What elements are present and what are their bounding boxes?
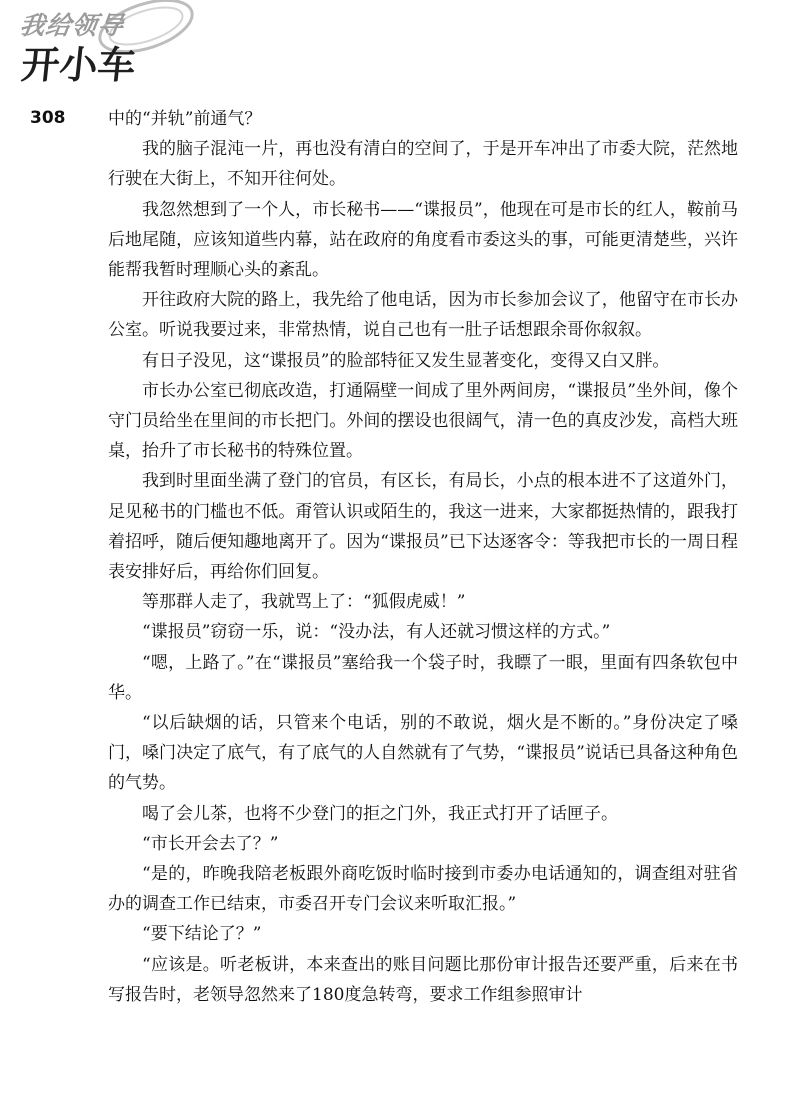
- paragraph: “是的，昨晚我陪老板跟外商吃饭时临时接到市委办电话通知的，调查组对驻省办的调查工作已结束，市委召开专门会议来听取汇报。”: [108, 864, 738, 915]
- book-title-logo: [16, 4, 216, 87]
- paragraph: 开往政府大院的路上，我先给了他电话，因为市长参加会议了，他留守在市长办公室。听说我要过来，非常热情，说自己也有一肚子话想跟余哥你叙叙。: [108, 290, 738, 341]
- paragraph: 我到时里面坐满了登门的官员，有区长，有局长，小点的根本进不了这道外门，足见秘书的门槛也不低。甭管认识或陌生的，我这一进来，大家都挺热情的，跟我打着招呼，随后便知趣地离开了。因为“谍报员”已下达逐客令：等我把市长的一周日程表安排好后，再给你们回复。: [108, 471, 738, 583]
- paragraph: “要下结论了？”: [142, 924, 262, 945]
- paragraph: “嗯，上路了。”在“谍报员”塞给我一个袋子时，我瞟了一眼，里面有四条软包中华。: [108, 652, 738, 703]
- paragraph: “市长开会去了？”: [142, 833, 279, 854]
- logo-text-line2: 开小车: [19, 43, 138, 87]
- paragraph: 等那群人走了，我就骂上了：“狐假虎威！”: [142, 592, 466, 613]
- paragraph: 中的“并轨”前通气？: [108, 109, 262, 129]
- logo-text-line1: 我给领导: [17, 11, 126, 40]
- body-text: [108, 104, 738, 1010]
- paragraph: “谍报员”窃窃一乐，说：“没办法，有人还就习惯这样的方式。”: [142, 622, 611, 643]
- page-number: 308: [30, 108, 66, 128]
- paragraph: 我忽然想到了一个人，市长秘书——“谍报员”，他现在可是市长的红人，鞍前马后地尾随，应该知道些内幕，站在政府的角度看市委这头的事，可能更清楚些，兴许能帮我暂时理顺心头的紊乱。: [108, 199, 738, 281]
- paragraph: 我的脑子混沌一片，再也没有清白的空间了，于是开车冲出了市委大院，茫然地行驶在大街上，不知开往何处。: [108, 139, 738, 190]
- paragraph: 有日子没见，这“谍报员”的脸部特征又发生显著变化，变得又白又胖。: [142, 350, 670, 371]
- paragraph: 市长办公室已彻底改造，打通隔壁一间成了里外两间房，“谍报员”坐外间，像个守门员给坐在里间的市长把门。外间的摆设也很阔气，清一色的真皮沙发，高档大班桌，抬升了市长秘书的特殊位置。: [108, 380, 738, 462]
- paragraph: “应该是。听老板讲，本来查出的账目问题比那份审计报告还要严重，后来在书写报告时，老领导忽然来了180度急转弯，要求工作组参照审计: [108, 954, 738, 1005]
- paragraph: 喝了会儿茶，也将不少登门的拒之门外，我正式打开了话匣子。: [142, 803, 618, 824]
- paragraph: “以后缺烟的话，只管来个电话，别的不敢说，烟火是不断的。”身份决定了嗓门，嗓门决定了底气，有了底气的人自然就有了气势，“谍报员”说话已具备这种角色的气势。: [108, 713, 738, 794]
